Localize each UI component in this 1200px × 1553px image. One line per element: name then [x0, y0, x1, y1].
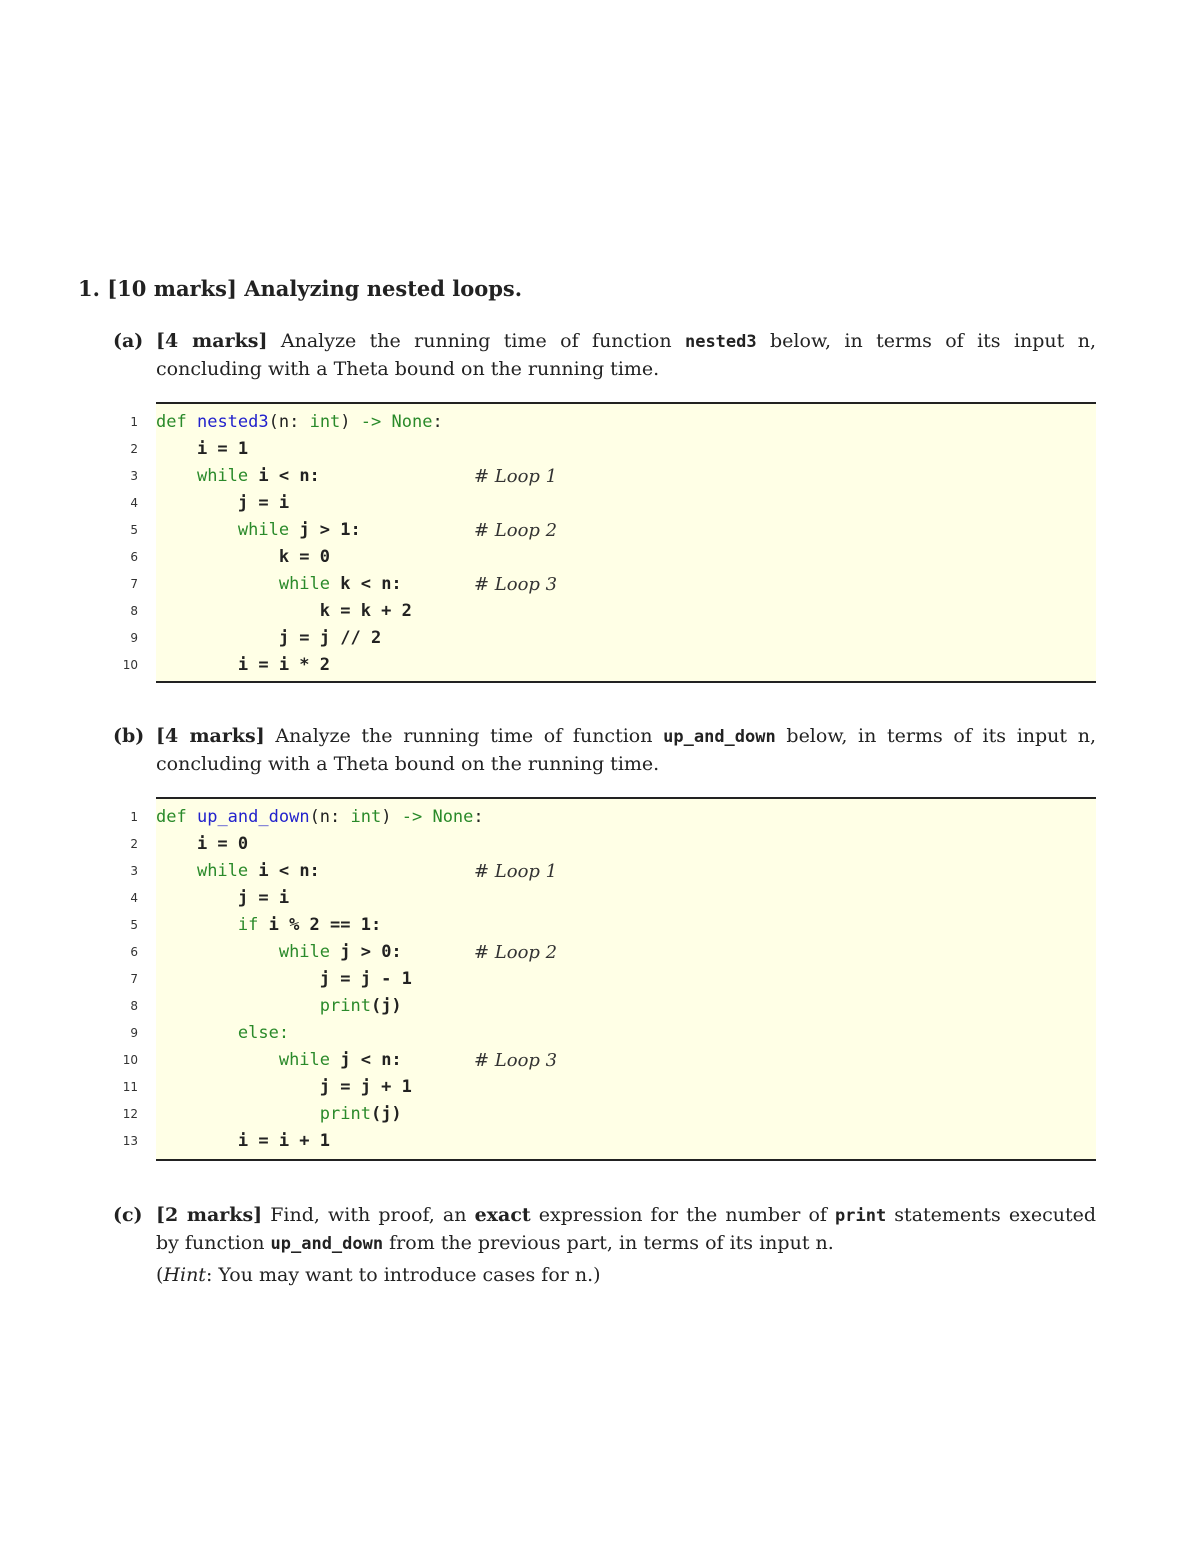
code-text: j = i [237, 888, 290, 908]
code-line-6 [130, 939, 402, 966]
part-b-text-2: below, in terms of its input n, concluding with a Theta bound on the running time. [156, 725, 1096, 775]
code-line-7 [130, 571, 402, 598]
code-text: k = k + 2 [319, 601, 412, 621]
part-a-func: nested3 [684, 332, 757, 352]
part-a-text-1: Analyze the running time of function [267, 330, 685, 352]
code-keyword: while [278, 942, 331, 962]
line-number: 5 [130, 523, 138, 537]
part-a-marks: [4 marks] [156, 330, 268, 352]
part-c-text [156, 1202, 1096, 1289]
code-line-10 [122, 652, 331, 679]
code-text: j = j - 1 [319, 969, 412, 989]
code-text: j < n: [330, 1050, 402, 1070]
code-text: ) [340, 412, 361, 432]
question-title [78, 276, 522, 301]
code-text: j > 0: [330, 942, 402, 962]
code-line-10 [122, 1047, 402, 1074]
code-text: : [278, 1023, 290, 1043]
code-comment-loop2 [474, 517, 557, 544]
line-number: 6 [130, 550, 138, 564]
line-number: 13 [122, 1134, 138, 1148]
code-line-7 [130, 966, 412, 993]
code-line-5 [130, 912, 382, 939]
code-line-2 [130, 831, 249, 858]
part-a [113, 328, 1096, 383]
code-keyword: int [309, 412, 341, 432]
code-text: k = 0 [278, 547, 331, 567]
code-text: : [432, 412, 443, 432]
line-number: 4 [130, 891, 138, 905]
code-text: (j) [370, 1104, 402, 1124]
code-text: i < n: [248, 861, 320, 881]
line-number: 12 [122, 1107, 138, 1121]
code-text: (j) [370, 996, 402, 1016]
line-number: 4 [130, 496, 138, 510]
code-keyword: while [278, 1050, 331, 1070]
code-line-11 [122, 1074, 412, 1101]
code-line-9 [130, 625, 382, 652]
line-number: 11 [122, 1080, 138, 1094]
part-a-label: (a) [113, 330, 144, 352]
hint-open: ( [156, 1264, 164, 1286]
part-c-hint [156, 1262, 1096, 1289]
code-block-nested3 [122, 402, 1096, 683]
code-line-3 [130, 858, 320, 885]
line-number: 3 [130, 864, 138, 878]
code-func-name: nested3 [196, 412, 269, 432]
code-text: (n: [309, 807, 351, 827]
code-keyword: None [391, 412, 433, 432]
code-comment: # Loop 3 [474, 1050, 558, 1071]
code-keyword: while [278, 574, 331, 594]
code-text: k < n: [330, 574, 402, 594]
code-text: : [473, 807, 484, 827]
code-keyword: while [196, 861, 249, 881]
code-line-13 [122, 1128, 331, 1155]
line-number: 10 [122, 658, 138, 672]
line-number: 7 [130, 972, 138, 986]
code-keyword: def [156, 412, 187, 432]
code-line-5 [130, 517, 361, 544]
code-arrow: -> [360, 412, 382, 432]
code-comment: # Loop 2 [474, 520, 558, 541]
code-comment: # Loop 1 [474, 466, 558, 487]
code-comment-loop1 [474, 463, 557, 490]
part-c-func: up_and_down [270, 1234, 384, 1254]
part-c-text-3: statements executed by function [156, 1204, 1096, 1254]
code-comment-loop3 [474, 571, 557, 598]
line-number: 9 [130, 631, 138, 645]
code-keyword: while [237, 520, 290, 540]
line-number: 8 [130, 604, 138, 618]
code-text: j = j + 1 [319, 1077, 412, 1097]
line-number: 3 [130, 469, 138, 483]
code-comment: # Loop 3 [474, 574, 558, 595]
code-keyword: if [237, 915, 259, 935]
code-builtin: print [319, 996, 371, 1016]
code-arrow: -> [401, 807, 423, 827]
code-line-2 [130, 436, 249, 463]
part-c-exact: exact [474, 1204, 531, 1226]
code-line-3 [130, 463, 320, 490]
line-number: 6 [130, 945, 138, 959]
code-comment: # Loop 1 [474, 861, 558, 882]
code-comment: # Loop 2 [474, 942, 558, 963]
part-b-marks: [4 marks] [156, 725, 265, 747]
hint-label: Hint [163, 1264, 206, 1286]
part-b-text-1: Analyze the running time of function [264, 725, 664, 747]
code-line-8 [130, 993, 402, 1020]
code-line-1 [130, 409, 443, 436]
code-line-4 [130, 490, 290, 517]
hint-text: : You may want to introduce cases for n.) [205, 1264, 601, 1286]
question-marks: [10 marks] [107, 276, 237, 301]
part-c-marks: [2 marks] [156, 1204, 263, 1226]
code-keyword: int [350, 807, 382, 827]
line-number: 1 [130, 415, 138, 429]
part-c-print: print [835, 1206, 887, 1226]
code-text: i % 2 == 1: [258, 915, 382, 935]
code-line-1 [130, 804, 484, 831]
code-text: j = j // 2 [278, 628, 382, 648]
code-keyword: else [237, 1023, 279, 1043]
line-number: 2 [130, 837, 138, 851]
part-a-text [156, 328, 1096, 383]
line-number: 9 [130, 1026, 138, 1040]
code-text: i = i + 1 [237, 1131, 331, 1151]
line-number: 7 [130, 577, 138, 591]
question-number: 1. [78, 276, 100, 301]
code-keyword: None [432, 807, 474, 827]
code-text: (n: [268, 412, 310, 432]
code-func-name: up_and_down [196, 807, 310, 827]
code-text: i = 1 [196, 439, 249, 459]
code-keyword: def [156, 807, 187, 827]
line-number: 10 [122, 1053, 138, 1067]
code-text: i < n: [248, 466, 320, 486]
part-b [113, 723, 1096, 778]
code-comment-loop2 [474, 939, 557, 966]
code-text: i = 0 [196, 834, 249, 854]
part-c [113, 1202, 1096, 1289]
code-block-up-and-down [122, 797, 1096, 1161]
code-comment-loop3 [474, 1047, 557, 1074]
code-line-8 [130, 598, 412, 625]
part-c-text-4: from the previous part, in terms of its input n. [383, 1232, 834, 1254]
code-line-6 [130, 544, 331, 571]
code-line-12 [122, 1101, 402, 1128]
part-c-label: (c) [113, 1204, 143, 1226]
code-line-9 [130, 1020, 290, 1047]
part-b-label: (b) [113, 725, 145, 747]
line-number: 1 [130, 810, 138, 824]
code-line-4 [130, 885, 290, 912]
code-comment-loop1 [474, 858, 557, 885]
question-heading: Analyzing nested loops. [244, 276, 523, 301]
part-c-text-1: Find, with proof, an [262, 1204, 475, 1226]
code-text: j > 1: [289, 520, 361, 540]
code-keyword: while [196, 466, 249, 486]
part-c-text-2: expression for the number of [530, 1204, 836, 1226]
code-text: i = i * 2 [237, 655, 331, 675]
part-a-text-2: below, in terms of its input n, concluding with a Theta bound on the running time. [156, 330, 1096, 380]
part-b-text [156, 723, 1096, 778]
code-text: ) [381, 807, 402, 827]
line-number: 2 [130, 442, 138, 456]
code-text: j = i [237, 493, 290, 513]
code-builtin: print [319, 1104, 371, 1124]
part-b-func: up_and_down [663, 727, 776, 747]
line-number: 8 [130, 999, 138, 1013]
line-number: 5 [130, 918, 138, 932]
